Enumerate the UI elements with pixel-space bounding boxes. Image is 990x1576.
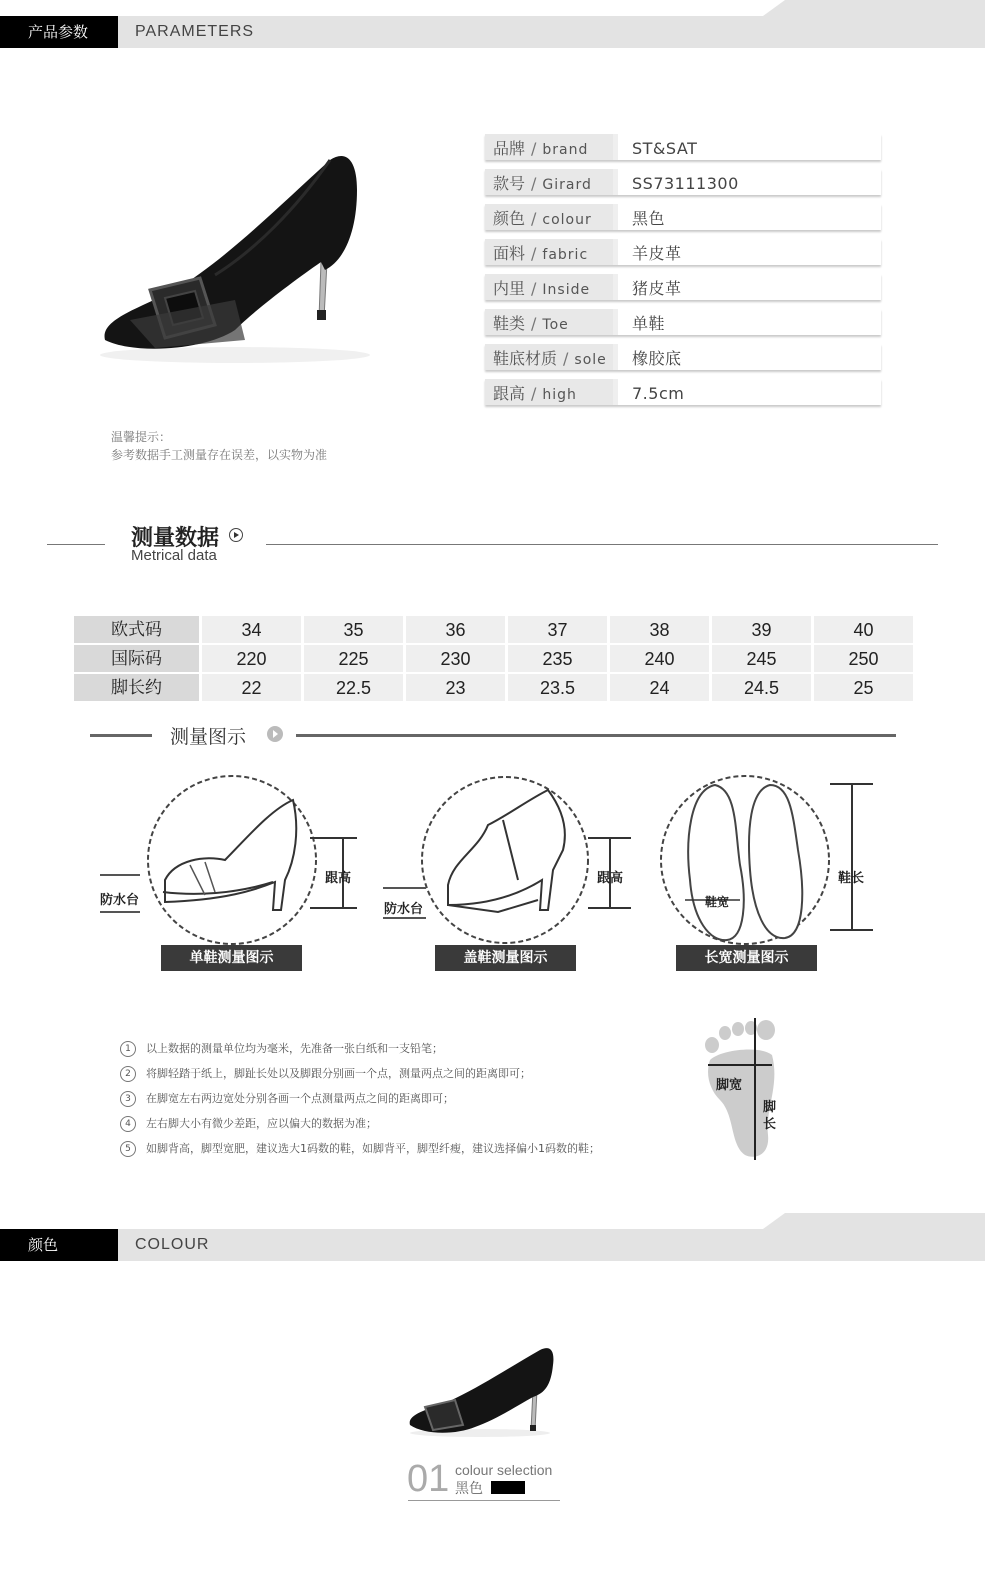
tip-block	[111, 428, 327, 464]
param-value: 橡胶底	[618, 344, 881, 370]
note-text: 在脚宽左右两边宽处分别各画一个点测量两点之间的距离即可；	[146, 1092, 454, 1105]
size-row	[74, 674, 916, 701]
size-row	[74, 616, 916, 643]
param-key-separator: /	[531, 279, 537, 298]
bootie-measure-diagram	[378, 770, 648, 950]
param-key-separator: /	[531, 209, 537, 228]
size-cell: 22.5	[304, 674, 403, 701]
colour-underline	[408, 1500, 560, 1501]
param-key-en: fabric	[542, 247, 589, 263]
note-item	[120, 1115, 377, 1132]
note-number-icon: 4	[120, 1116, 136, 1132]
param-row	[485, 169, 881, 195]
param-key-separator: /	[531, 314, 537, 333]
param-key-cn: 内里	[493, 279, 526, 298]
size-cell: 39	[712, 616, 811, 643]
param-key-en: sole	[574, 352, 607, 368]
param-key-separator: /	[531, 139, 537, 158]
note-text: 以上数据的测量单位均为毫米，先准备一张白纸和一支铅笔；	[146, 1042, 443, 1055]
colour-title: COLOUR	[135, 1236, 210, 1253]
size-cell: 36	[406, 616, 505, 643]
foot-length-label-1: 脚	[763, 1100, 777, 1115]
colour-header-tab-corner	[763, 1213, 785, 1229]
length-width-caption: 长宽测量图示	[676, 945, 817, 971]
tip-text: 参考数据手工测量存在误差，以实物为准	[111, 448, 328, 462]
diagram-divider-left	[90, 734, 152, 737]
param-value: 黑色	[618, 204, 881, 230]
header-tab-shape	[785, 0, 985, 16]
pump-heel-label: 跟高	[325, 871, 352, 886]
size-cell: 230	[406, 645, 505, 672]
bootie-heel-label: 跟高	[597, 871, 624, 886]
param-key-cn: 鞋类	[493, 314, 526, 333]
tip-title: 温馨提示：	[111, 430, 172, 444]
pump-caption: 单鞋测量图示	[161, 945, 302, 971]
colour-selection-label: colour selection	[455, 1462, 553, 1478]
note-item	[120, 1040, 443, 1057]
size-row	[74, 645, 916, 672]
foot-length-label-2: 长	[763, 1117, 777, 1132]
size-cell: 240	[610, 645, 709, 672]
param-key	[485, 309, 613, 335]
colour-tab: 颜色	[0, 1229, 118, 1261]
length-width-diagram	[655, 770, 885, 950]
size-cell: 250	[814, 645, 913, 672]
param-key	[485, 379, 613, 405]
colour-number: 01	[407, 1458, 450, 1500]
param-key	[485, 274, 613, 300]
note-text: 将脚轻踏于纸上，脚趾长处以及脚跟分别画一个点，测量两点之间的距离即可；	[146, 1067, 531, 1080]
param-value: ST&SAT	[618, 134, 881, 160]
diagram-arrow-icon	[267, 726, 283, 742]
param-row	[485, 239, 881, 265]
size-cell: 40	[814, 616, 913, 643]
bootie-caption: 盖鞋测量图示	[435, 945, 576, 971]
note-number-icon: 3	[120, 1091, 136, 1107]
colour-shoe-image	[405, 1345, 565, 1440]
note-number-icon: 2	[120, 1066, 136, 1082]
colour-header-tab-shape	[785, 1213, 985, 1229]
divider-right	[266, 544, 938, 545]
param-key-cn: 跟高	[493, 384, 526, 403]
param-key-en: Inside	[542, 282, 591, 298]
header-tab-corner	[763, 0, 785, 16]
size-cell: 23	[406, 674, 505, 701]
size-cell: 24	[610, 674, 709, 701]
parameters-header	[0, 16, 985, 48]
param-key-cn: 品牌	[493, 139, 526, 158]
diagram-title: 测量图示	[170, 726, 247, 748]
foot-width-label: 脚宽	[716, 1078, 743, 1093]
param-key-separator: /	[531, 244, 537, 263]
size-cell: 225	[304, 645, 403, 672]
param-value: 单鞋	[618, 309, 881, 335]
param-key-cn: 颜色	[493, 209, 526, 228]
param-row	[485, 379, 881, 405]
size-table	[74, 616, 916, 703]
metrical-title: 测量数据	[131, 526, 220, 551]
param-key-cn: 款号	[493, 174, 526, 193]
param-key-cn: 鞋底材质	[493, 349, 558, 368]
param-key-en: brand	[542, 142, 589, 158]
size-row-label: 脚长约	[74, 674, 199, 701]
param-value: 羊皮革	[618, 239, 881, 265]
param-row	[485, 309, 881, 335]
size-cell: 25	[814, 674, 913, 701]
shoe-width-label: 鞋宽	[705, 895, 730, 909]
param-row	[485, 344, 881, 370]
param-key-en: Girard	[542, 177, 592, 193]
shoe-length-label: 鞋长	[838, 871, 865, 886]
param-value: 7.5cm	[618, 379, 881, 405]
param-key-separator: /	[563, 349, 569, 368]
param-key	[485, 204, 613, 230]
param-key	[485, 239, 613, 265]
param-row	[485, 204, 881, 230]
note-text: 左右脚大小有微少差距，应以偏大的数据为准；	[146, 1117, 377, 1130]
size-cell: 235	[508, 645, 607, 672]
note-item	[120, 1065, 531, 1082]
note-item	[120, 1140, 600, 1157]
note-text: 如脚背高，脚型宽肥，建议选大1码数的鞋，如脚背平，脚型纤瘦，建议选择偏小1码数的鞋；	[146, 1142, 600, 1155]
note-number-icon: 5	[120, 1141, 136, 1157]
pump-measure-diagram	[95, 770, 365, 950]
size-cell: 220	[202, 645, 301, 672]
size-cell: 245	[712, 645, 811, 672]
param-key-separator: /	[531, 384, 537, 403]
param-key-en: colour	[542, 212, 592, 228]
colour-swatch[interactable]	[491, 1481, 525, 1494]
param-key	[485, 169, 613, 195]
param-key	[485, 344, 613, 370]
size-cell: 37	[508, 616, 607, 643]
size-row-label: 欧式码	[74, 616, 199, 643]
param-row	[485, 274, 881, 300]
param-key	[485, 134, 613, 160]
bootie-platform-label: 防水台	[384, 902, 424, 917]
note-number-icon: 1	[120, 1041, 136, 1057]
colour-name: 黑色	[455, 1481, 483, 1497]
pump-platform-label: 防水台	[100, 893, 140, 908]
size-cell: 38	[610, 616, 709, 643]
param-key-cn: 面料	[493, 244, 526, 263]
param-key-en: Toe	[542, 317, 569, 333]
colour-header	[0, 1229, 985, 1261]
note-item	[120, 1090, 454, 1107]
parameters-title: PARAMETERS	[135, 23, 255, 40]
size-cell: 24.5	[712, 674, 811, 701]
size-cell: 23.5	[508, 674, 607, 701]
metrical-subtitle: Metrical data	[131, 547, 217, 564]
diagram-divider-right	[296, 734, 896, 737]
param-key-separator: /	[531, 174, 537, 193]
size-cell: 22	[202, 674, 301, 701]
param-value: SS73111300	[618, 169, 881, 195]
parameters-tab: 产品参数	[0, 16, 118, 48]
product-shoe-image	[95, 150, 385, 370]
metrical-arrow-icon	[229, 528, 243, 542]
size-cell: 35	[304, 616, 403, 643]
param-row	[485, 134, 881, 160]
divider-left	[47, 544, 105, 545]
param-key-en: high	[542, 387, 577, 403]
param-value: 猪皮革	[618, 274, 881, 300]
size-cell: 34	[202, 616, 301, 643]
size-row-label: 国际码	[74, 645, 199, 672]
